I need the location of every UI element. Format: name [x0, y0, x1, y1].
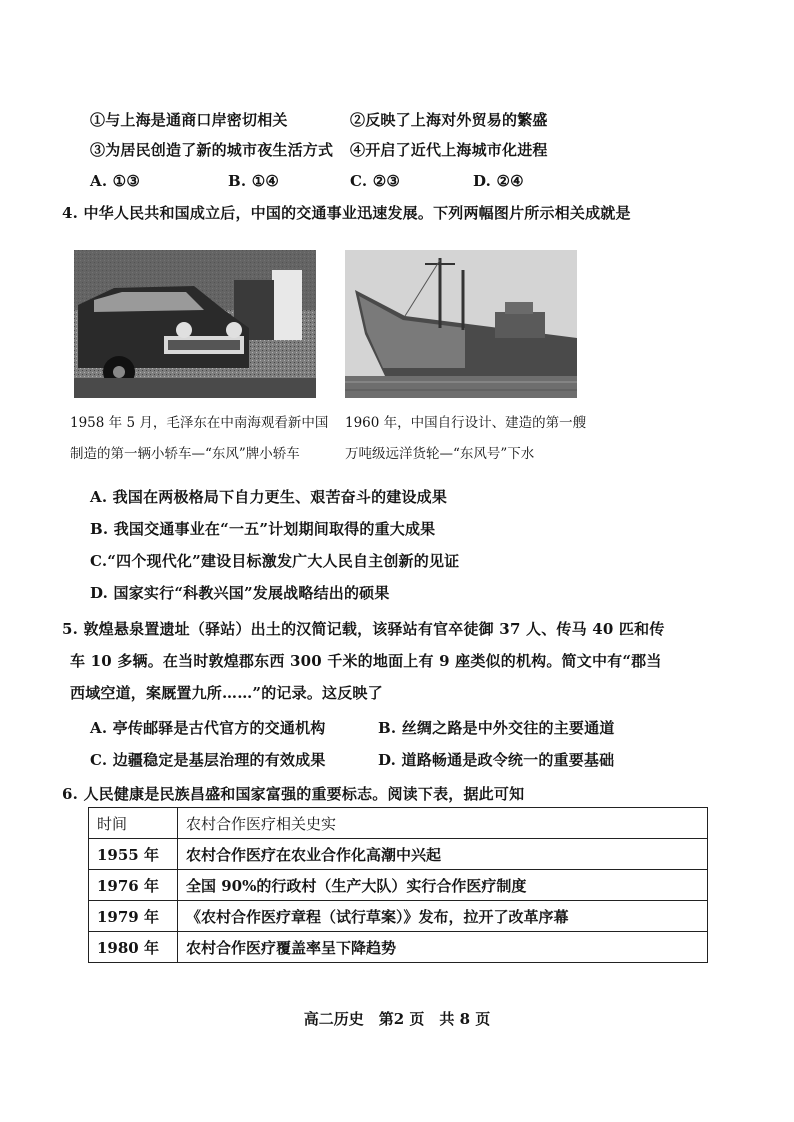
table-row [89, 839, 708, 870]
q3-option-a: A. ①③ [90, 172, 140, 190]
q3-statement-1: ①与上海是通商口岸密切相关 [90, 111, 288, 129]
q3-option-c: C. ②③ [350, 172, 401, 190]
q5-option-a: A. 亭传邮驿是古代官方的交通机构 [90, 719, 326, 737]
table-header-facts: 农村合作医疗相关史实 [178, 808, 708, 839]
q5-option-d: D. 道路畅通是政令统一的重要基础 [378, 751, 615, 769]
q6-stem: 6. 人民健康是民族昌盛和国家富强的重要标志。阅读下表，据此可知 [62, 785, 525, 803]
ship-photo [345, 250, 577, 398]
q5-stem-line1: 5. 敦煌悬泉置遗址（驿站）出土的汉简记载，该驿站有官卒徒御 37 人、传马 40 匹和传 [62, 620, 665, 638]
ship-caption-line1: 1960 年，中国自行设计、建造的第一艘 [345, 415, 587, 431]
table-header-row [89, 808, 708, 839]
history-table [88, 807, 708, 963]
q3-option-b: B. ①④ [228, 172, 280, 190]
car-caption-line2: 制造的第一辆小轿车—“东风”牌小轿车 [70, 446, 300, 462]
q4-stem: 4. 中华人民共和国成立后，中国的交通事业迅速发展。下列两幅图片所示相关成就是 [62, 204, 631, 222]
q5-stem-line2: 车 10 多辆。在当时敦煌郡东西 300 千米的地面上有 9 座类似的机构。简文中有“郡当 [70, 652, 662, 670]
q3-statement-4: ④开启了近代上海城市化进程 [350, 141, 548, 159]
page-footer: 高二历史 第2 页 共 8 页 [303, 1010, 491, 1028]
q3-statement-2: ②反映了上海对外贸易的繁盛 [350, 111, 548, 129]
table-cell-fact: 《农村合作医疗章程（试行草案）》发布，拉开了改革序幕 [178, 901, 708, 932]
q5-stem-line3: 西域空道，案厩置九所……”的记录。这反映了 [70, 684, 383, 702]
table-cell-fact: 农村合作医疗在农业合作化高潮中兴起 [178, 839, 708, 870]
ship-photo-image [345, 250, 577, 398]
table-cell-year: 1976 年 [89, 870, 178, 901]
q4-option-b: B. 我国交通事业在“一五”计划期间取得的重大成果 [90, 520, 436, 538]
table-header-time: 时间 [89, 808, 178, 839]
q4-option-d: D. 国家实行“科教兴国”发展战略结出的硕果 [90, 584, 390, 602]
car-photo [74, 250, 316, 398]
q3-option-d: D. ②④ [473, 172, 524, 190]
q5-option-c: C. 边疆稳定是基层治理的有效成果 [90, 751, 326, 769]
table-row [89, 870, 708, 901]
table-cell-year: 1980 年 [89, 932, 178, 963]
table-row [89, 901, 708, 932]
q5-option-b: B. 丝绸之路是中外交往的主要通道 [378, 719, 615, 737]
ship-caption-line2: 万吨级远洋货轮—“东风号”下水 [345, 446, 535, 462]
table-cell-year: 1979 年 [89, 901, 178, 932]
q4-option-a: A. 我国在两极格局下自力更生、艰苦奋斗的建设成果 [90, 488, 448, 506]
table-cell-year: 1955 年 [89, 839, 178, 870]
table-row [89, 932, 708, 963]
car-caption-line1: 1958 年 5 月，毛泽东在中南海观看新中国 [70, 415, 329, 431]
car-photo-image [74, 250, 316, 398]
q3-statement-3: ③为居民创造了新的城市夜生活方式 [90, 141, 334, 159]
table-cell-fact: 农村合作医疗覆盖率呈下降趋势 [178, 932, 708, 963]
q4-option-c: C.“四个现代化”建设目标激发广大人民自主创新的见证 [90, 552, 460, 570]
table-cell-fact: 全国 90%的行政村（生产大队）实行合作医疗制度 [178, 870, 708, 901]
